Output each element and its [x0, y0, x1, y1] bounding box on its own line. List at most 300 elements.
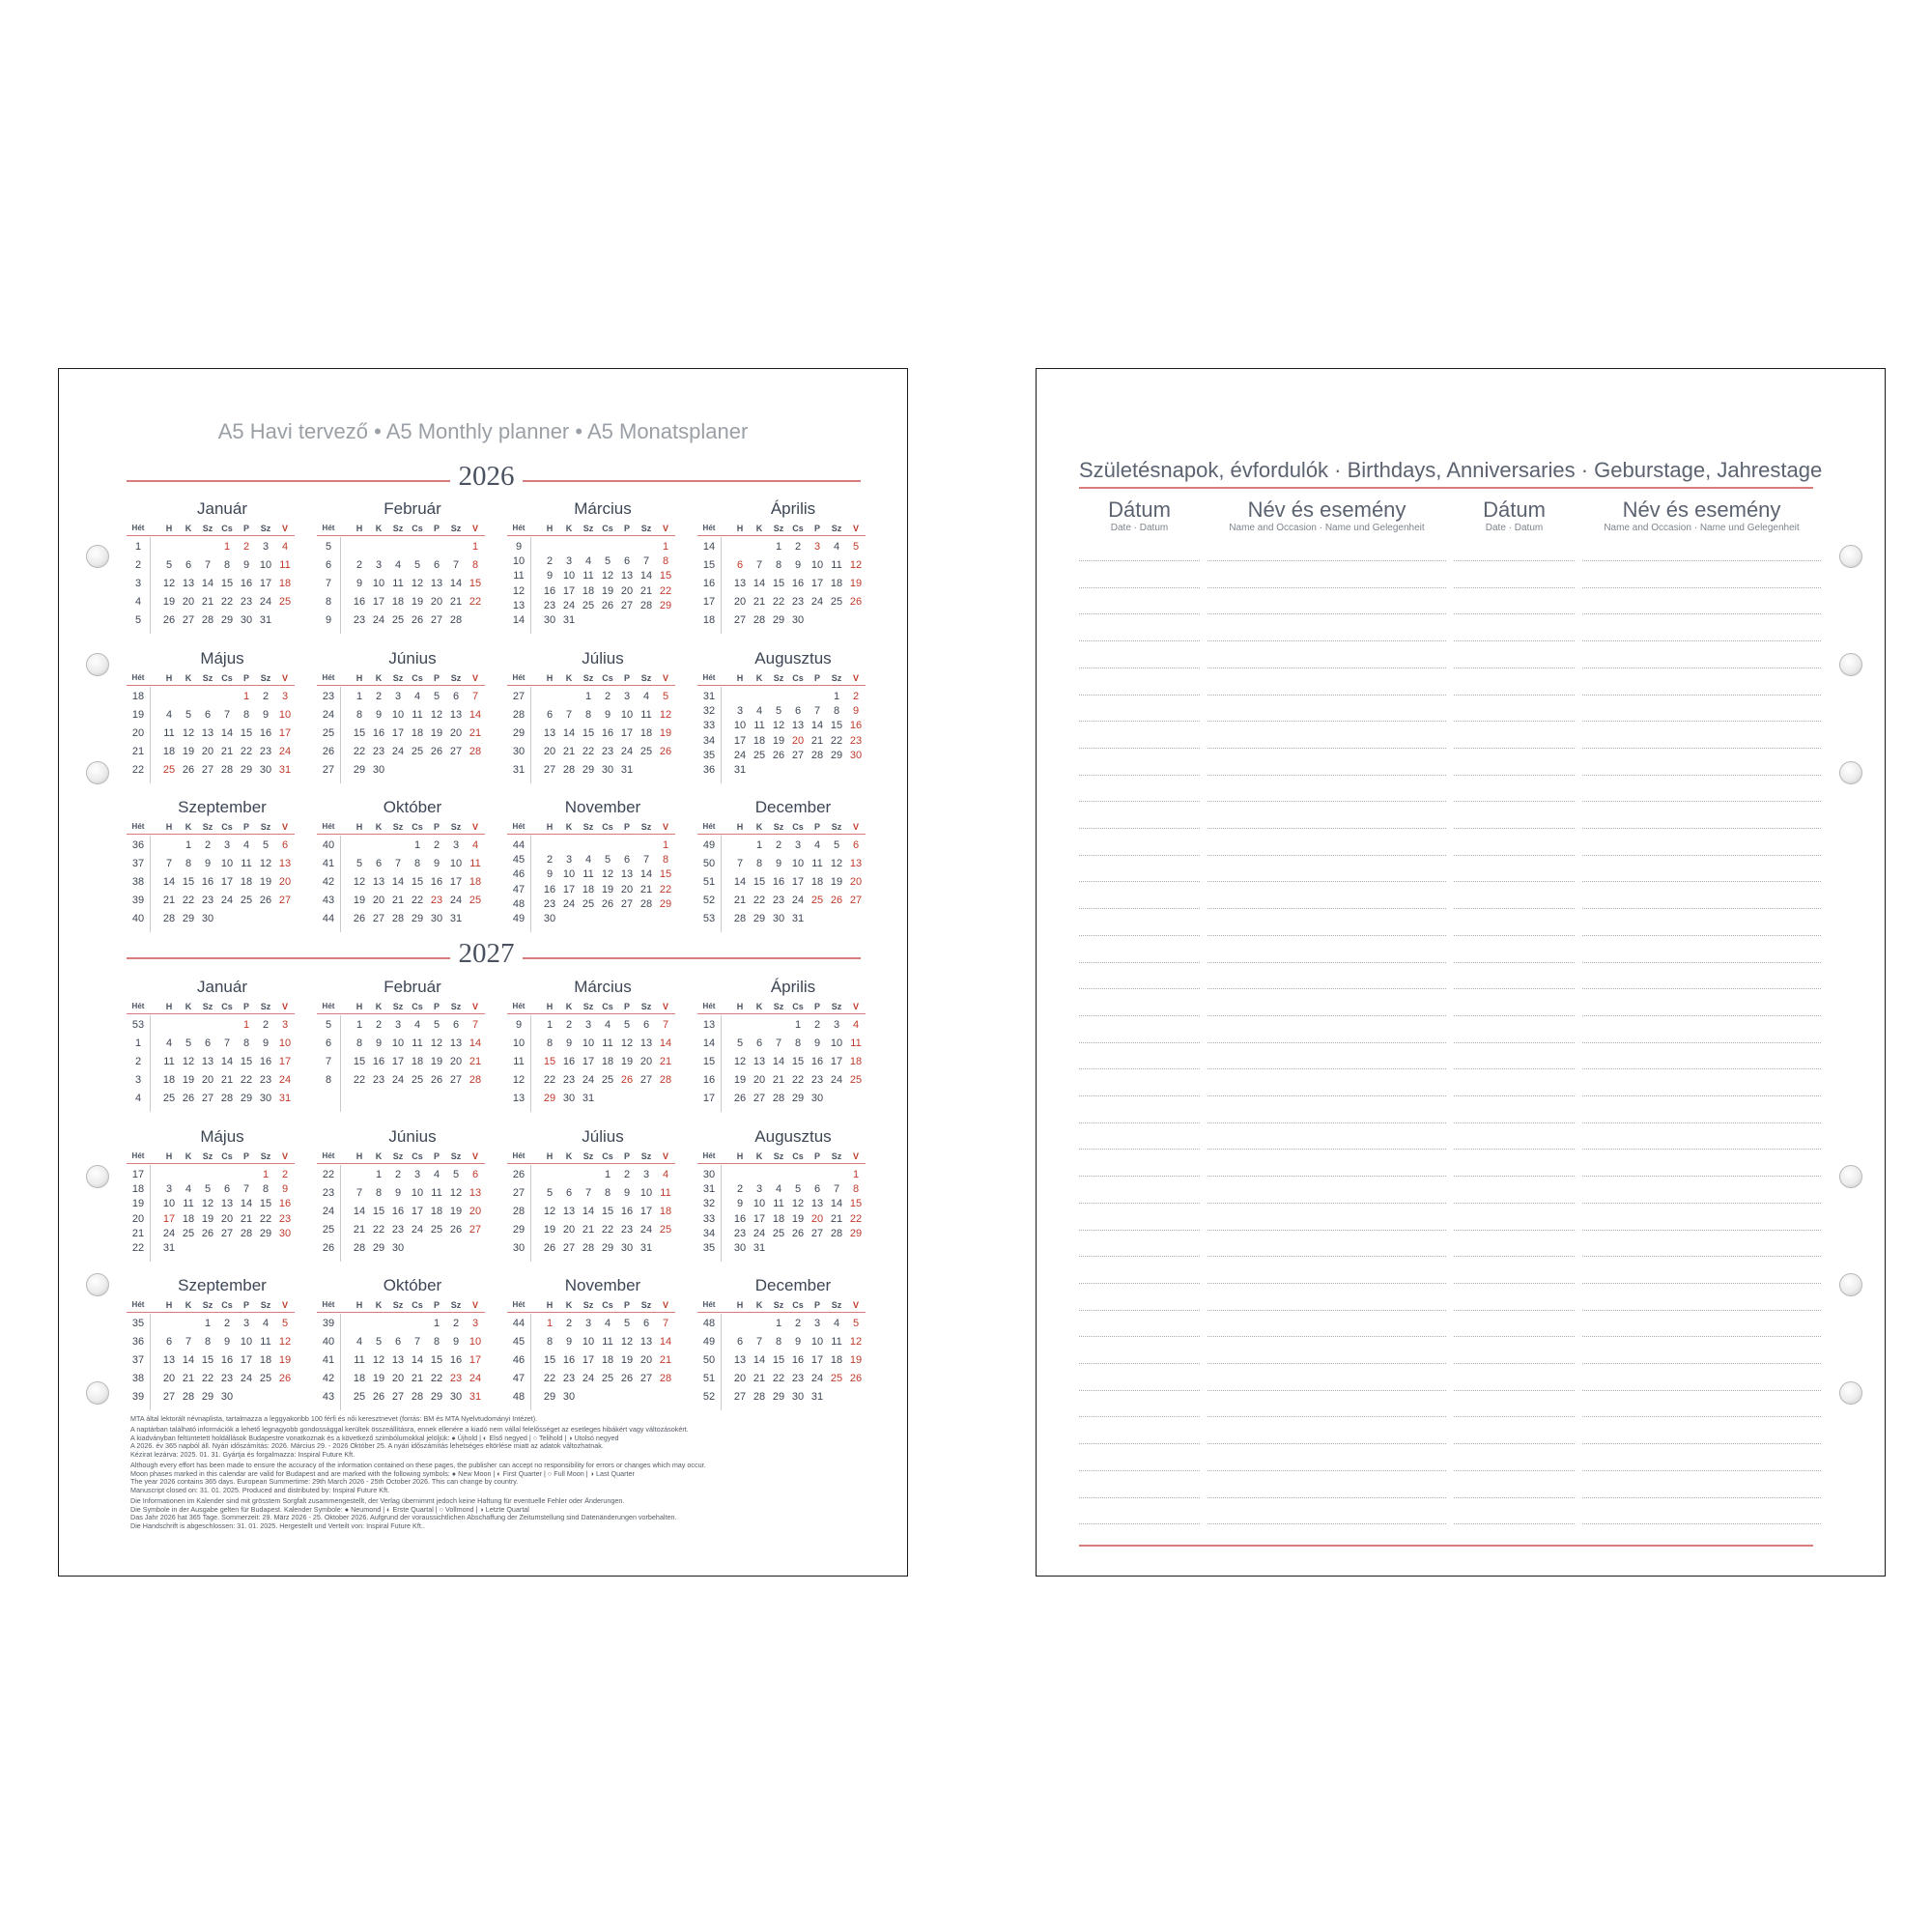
day-number: 17 — [562, 883, 576, 895]
month-name: Augusztus — [754, 1127, 832, 1146]
day-number: 21 — [411, 1373, 424, 1384]
day-number: 25 — [830, 596, 843, 608]
day-number: 9 — [223, 1336, 231, 1348]
entry-line — [1208, 855, 1446, 856]
weekday-header — [507, 1298, 675, 1313]
day-number: 17 — [562, 584, 576, 597]
day-number: 14 — [449, 578, 463, 589]
week-divider — [340, 836, 341, 932]
day-number: 20 — [733, 596, 747, 608]
entry-line — [1454, 1523, 1575, 1524]
day-number: 19 — [449, 1206, 463, 1217]
day-number: 9 — [546, 570, 554, 582]
day-number: 2 — [281, 1169, 289, 1180]
day-number: 29 — [601, 1242, 614, 1254]
weekday-label: V — [471, 822, 478, 832]
day-number: 28 — [772, 1093, 785, 1104]
week-number: 8 — [325, 596, 332, 608]
week-divider — [721, 687, 722, 783]
day-number: 3 — [394, 1019, 402, 1031]
week-number: 49 — [702, 1336, 716, 1348]
column-sublabel: Date · Datum — [1110, 523, 1169, 533]
day-number: 1 — [355, 1019, 363, 1031]
weekday-label: Sz — [582, 822, 594, 832]
day-number: 15 — [372, 1206, 385, 1217]
entry-line — [1454, 1256, 1575, 1257]
entry-line — [1582, 1497, 1821, 1498]
week-number: 36 — [131, 1336, 145, 1348]
day-number: 11 — [831, 1336, 842, 1348]
entry-line — [1582, 1470, 1821, 1471]
day-number: 11 — [163, 727, 175, 739]
weekday-label: Cs — [602, 673, 613, 683]
week-number: 18 — [131, 1183, 145, 1196]
day-number: 2 — [204, 839, 212, 851]
day-number: 22 — [753, 895, 766, 906]
weekday-label: Cs — [221, 673, 233, 683]
day-number: 18 — [162, 746, 176, 757]
day-number: 5 — [662, 691, 669, 702]
day-number: 29 — [753, 913, 766, 924]
entry-line — [1208, 1336, 1446, 1337]
day-number: 30 — [562, 1391, 576, 1403]
day-number: 25 — [278, 596, 292, 608]
entry-line — [1208, 1042, 1446, 1043]
week-number: 10 — [512, 555, 526, 568]
weekday-header — [127, 820, 295, 835]
entry-line — [1079, 748, 1200, 749]
entry-line — [1582, 828, 1821, 829]
day-number: 4 — [833, 541, 840, 553]
weekday-header — [127, 522, 295, 536]
week-label: Hét — [131, 1300, 145, 1309]
entry-line — [1582, 1390, 1821, 1391]
entry-line — [1079, 855, 1200, 856]
entry-line — [1079, 935, 1200, 936]
day-number: 9 — [604, 709, 611, 721]
day-number: 9 — [204, 858, 212, 869]
week-divider — [721, 1165, 722, 1262]
day-number: 6 — [452, 691, 460, 702]
day-number: 11 — [260, 1336, 271, 1348]
week-number: 15 — [702, 559, 716, 571]
weekday-label: K — [755, 673, 763, 683]
day-number: 21 — [220, 1074, 234, 1086]
day-number: 17 — [449, 876, 463, 888]
day-number: 24 — [278, 1074, 292, 1086]
day-number: 5 — [281, 1318, 289, 1329]
day-number: 15 — [543, 1354, 556, 1366]
weekday-label: Cs — [221, 1151, 233, 1161]
footnote-names: MTA által lektorált névnaplista, tartalmazza a leggyakoribb 100 férfi és női keresztnevet (forrás: BM és MTA Nyelvtudományi Intézet). — [130, 1414, 538, 1423]
entry-line — [1582, 1203, 1821, 1204]
week-number: 18 — [131, 691, 145, 702]
year-rule-left — [127, 957, 450, 959]
weekday-label: Cs — [792, 1300, 804, 1310]
page-title: A5 Havi tervező • A5 Monthly planner • A5 Monatsplaner — [217, 419, 749, 443]
weekday-label: Sz — [582, 524, 594, 533]
weekday-label: Sz — [450, 1002, 462, 1011]
week-label: Hét — [131, 673, 145, 682]
entry-line — [1454, 1203, 1575, 1204]
week-number: 35 — [131, 1318, 145, 1329]
week-divider — [530, 687, 531, 783]
day-number: 21 — [469, 727, 482, 739]
day-number: 15 — [240, 727, 253, 739]
day-number: 7 — [565, 709, 573, 721]
day-number: 14 — [733, 876, 747, 888]
weekday-label: K — [375, 822, 383, 832]
day-number: 20 — [791, 734, 805, 747]
weekday-label: K — [565, 1300, 573, 1310]
column-sublabel: Name and Occasion · Name und Gelegenheit — [1229, 523, 1425, 533]
entry-line — [1454, 775, 1575, 776]
binder-hole-icon — [1839, 653, 1862, 676]
entry-line — [1454, 1470, 1575, 1471]
entry-line — [1454, 721, 1575, 722]
weekday-label: Cs — [221, 1002, 233, 1011]
weekday-header — [697, 820, 866, 835]
day-number: 23 — [278, 1212, 292, 1225]
day-number: 15 — [353, 1056, 366, 1067]
weekday-label: P — [242, 673, 249, 683]
weekday-label: Sz — [640, 822, 652, 832]
month-block — [697, 499, 866, 635]
week-number: 13 — [512, 1093, 526, 1104]
entry-line — [1079, 775, 1200, 776]
weekday-label: Sz — [450, 822, 462, 832]
weekday-label: Sz — [260, 1300, 271, 1310]
week-divider — [721, 537, 722, 634]
day-number: 14 — [830, 1198, 843, 1210]
entry-line — [1454, 1095, 1575, 1096]
day-number: 14 — [201, 578, 214, 589]
day-number: 13 — [182, 578, 195, 589]
day-number: 18 — [830, 1354, 843, 1366]
day-number: 21 — [733, 895, 747, 906]
day-number: 24 — [753, 1227, 766, 1239]
entry-line — [1582, 1443, 1821, 1444]
entry-line — [1208, 775, 1446, 776]
day-number: 2 — [223, 1318, 231, 1329]
week-number: 14 — [702, 1037, 716, 1049]
day-number: 2 — [794, 541, 802, 553]
day-number: 29 — [372, 1242, 385, 1254]
weekday-label: V — [281, 1002, 288, 1011]
day-number: 6 — [546, 709, 554, 721]
day-number: 19 — [620, 1354, 634, 1366]
day-number: 22 — [353, 1074, 366, 1086]
week-number: 38 — [131, 876, 145, 888]
entry-line — [1454, 988, 1575, 989]
day-number: 26 — [430, 1074, 443, 1086]
week-number: 16 — [702, 1074, 716, 1086]
weekday-label: V — [471, 1151, 478, 1161]
day-number: 27 — [449, 746, 463, 757]
day-number: 21 — [469, 1056, 482, 1067]
weekday-label: Sz — [392, 1151, 404, 1161]
entry-line — [1454, 1336, 1575, 1337]
entry-line — [1454, 1068, 1575, 1069]
entry-line — [1208, 1149, 1446, 1150]
weekday-label: P — [623, 524, 630, 533]
day-number: 12 — [278, 1336, 292, 1348]
day-number: 26 — [182, 764, 195, 776]
entry-line — [1208, 1015, 1446, 1016]
week-number: 52 — [702, 1391, 716, 1403]
day-number: 26 — [849, 596, 863, 608]
day-number: 19 — [162, 596, 176, 608]
weekday-label: H — [546, 1151, 554, 1161]
day-number: 8 — [546, 1037, 554, 1049]
day-number: 8 — [204, 1336, 212, 1348]
week-label: Hét — [512, 1300, 526, 1309]
weekday-header — [127, 671, 295, 686]
week-number: 5 — [325, 1019, 332, 1031]
day-number: 17 — [278, 1056, 292, 1067]
entry-line — [1582, 881, 1821, 882]
day-number: 16 — [372, 727, 385, 739]
day-number: 21 — [830, 1212, 843, 1225]
day-number: 10 — [162, 1198, 176, 1210]
day-number: 11 — [773, 1198, 784, 1210]
day-number: 21 — [639, 584, 653, 597]
entry-line — [1208, 1283, 1446, 1284]
day-number: 19 — [430, 727, 443, 739]
weekday-label: Cs — [602, 1151, 613, 1161]
month-block — [507, 499, 675, 635]
day-number: 17 — [830, 1056, 843, 1067]
week-divider — [721, 1015, 722, 1112]
weekday-label: K — [755, 1002, 763, 1011]
weekday-label: K — [565, 1151, 573, 1161]
entry-line — [1582, 1122, 1821, 1123]
day-number: 8 — [355, 709, 363, 721]
day-number: 23 — [791, 596, 805, 608]
day-number: 25 — [259, 1373, 272, 1384]
weekday-label: Sz — [773, 1151, 784, 1161]
week-number: 9 — [515, 1019, 523, 1031]
weekday-label: H — [165, 673, 173, 683]
month-block — [127, 978, 295, 1113]
month-name: Március — [574, 499, 632, 518]
week-number: 24 — [322, 1206, 335, 1217]
weekday-label: Cs — [792, 1151, 804, 1161]
day-number: 2 — [355, 559, 363, 571]
weekday-header — [317, 820, 485, 835]
weekday-label: H — [355, 673, 363, 683]
day-number: 4 — [604, 1019, 611, 1031]
week-number: 32 — [702, 1198, 716, 1210]
day-number: 12 — [372, 1354, 385, 1366]
entry-line — [1454, 695, 1575, 696]
week-number: 42 — [322, 1373, 335, 1384]
binder-hole-icon — [86, 1273, 109, 1296]
entry-line — [1079, 1176, 1200, 1177]
entry-line — [1454, 962, 1575, 963]
day-number: 16 — [849, 720, 863, 732]
day-number: 15 — [753, 876, 766, 888]
week-number: 7 — [325, 1056, 332, 1067]
day-number: 22 — [830, 734, 843, 747]
day-number: 30 — [449, 1391, 463, 1403]
day-number: 8 — [546, 1336, 554, 1348]
day-number: 28 — [659, 1373, 672, 1384]
month-block — [317, 978, 485, 1113]
column-label: Dátum — [1483, 497, 1546, 522]
day-number: 24 — [278, 746, 292, 757]
week-number: 42 — [322, 876, 335, 888]
day-number: 4 — [433, 1169, 440, 1180]
binder-hole-icon — [1839, 1381, 1862, 1405]
day-number: 20 — [449, 727, 463, 739]
entry-line — [1208, 1122, 1446, 1123]
day-number: 10 — [372, 578, 385, 589]
day-number: 7 — [452, 559, 460, 571]
weekday-label: Cs — [602, 1300, 613, 1310]
day-number: 16 — [562, 1354, 576, 1366]
month-name: November — [564, 1276, 641, 1294]
month-block — [127, 1127, 295, 1263]
entry-line — [1582, 1523, 1821, 1524]
day-number: 1 — [662, 839, 669, 851]
week-number: 31 — [702, 1183, 716, 1196]
entry-line — [1582, 1416, 1821, 1417]
entry-line — [1079, 560, 1200, 561]
weekday-label: K — [375, 524, 383, 533]
entry-line — [1454, 1122, 1575, 1123]
day-number: 18 — [411, 1056, 424, 1067]
day-number: 5 — [623, 1318, 631, 1329]
day-number: 3 — [375, 559, 383, 571]
day-number: 28 — [830, 1227, 843, 1239]
entry-line — [1208, 1443, 1446, 1444]
day-number: 8 — [242, 709, 250, 721]
weekday-label: Sz — [831, 1002, 842, 1011]
day-number: 9 — [794, 559, 802, 571]
week-number: 34 — [702, 734, 716, 747]
week-number: 4 — [134, 596, 142, 608]
week-number: 40 — [322, 1336, 335, 1348]
day-number: 11 — [412, 1037, 423, 1049]
day-number: 30 — [278, 1227, 292, 1239]
day-number: 11 — [582, 868, 594, 881]
entry-line — [1079, 1390, 1200, 1391]
day-number: 29 — [543, 1391, 556, 1403]
day-number: 27 — [201, 1093, 214, 1104]
weekday-label: V — [471, 673, 478, 683]
day-number: 10 — [582, 1336, 595, 1348]
day-number: 13 — [733, 1354, 747, 1366]
day-number: 1 — [794, 1019, 802, 1031]
day-number: 14 — [353, 1206, 366, 1217]
weekday-label: K — [755, 1151, 763, 1161]
weekday-label: Sz — [640, 1300, 652, 1310]
week-number: 40 — [322, 839, 335, 851]
weekday-label: Sz — [202, 673, 213, 683]
day-number: 4 — [281, 541, 289, 553]
day-number: 27 — [849, 895, 863, 906]
weekday-label: Sz — [260, 673, 271, 683]
day-number: 2 — [433, 839, 440, 851]
day-number: 31 — [639, 1242, 653, 1254]
day-number: 17 — [162, 1212, 176, 1225]
weekday-label: Sz — [260, 524, 271, 533]
entry-line — [1208, 962, 1446, 963]
week-label: Hét — [702, 673, 716, 682]
day-number: 18 — [601, 1056, 614, 1067]
day-number: 18 — [391, 596, 405, 608]
week-number: 37 — [131, 858, 145, 869]
day-number: 7 — [833, 1183, 840, 1196]
day-number: 2 — [546, 854, 554, 867]
day-number: 26 — [543, 1242, 556, 1254]
day-number: 22 — [582, 746, 595, 757]
weekday-label: Sz — [831, 1300, 842, 1310]
day-number: 18 — [582, 883, 595, 895]
day-number: 17 — [582, 1354, 595, 1366]
day-number: 15 — [240, 1056, 253, 1067]
day-number: 9 — [852, 705, 860, 718]
entry-line — [1454, 1230, 1575, 1231]
day-number: 5 — [433, 1019, 440, 1031]
day-number: 10 — [733, 720, 747, 732]
day-number: 25 — [772, 1227, 785, 1239]
weekday-label: H — [546, 822, 554, 832]
day-number: 14 — [162, 876, 176, 888]
day-number: 3 — [755, 1183, 763, 1196]
day-number: 10 — [469, 1336, 482, 1348]
day-number: 1 — [355, 691, 363, 702]
weekday-label: H — [546, 673, 554, 683]
weekday-label: Cs — [602, 524, 613, 533]
month-name: Február — [384, 978, 441, 996]
day-number: 26 — [601, 599, 614, 611]
day-number: 16 — [620, 1206, 634, 1217]
day-number: 24 — [582, 1074, 595, 1086]
day-number: 30 — [733, 1242, 747, 1254]
weekday-label: Sz — [202, 1151, 213, 1161]
day-number: 7 — [813, 705, 821, 718]
week-label: Hét — [322, 1002, 335, 1010]
day-number: 15 — [830, 720, 843, 732]
entry-line — [1079, 1336, 1200, 1337]
day-number: 12 — [430, 709, 443, 721]
day-number: 6 — [623, 555, 631, 568]
day-number: 1 — [204, 1318, 212, 1329]
entry-line — [1454, 881, 1575, 882]
month-block — [697, 1276, 866, 1411]
day-number: 29 — [220, 614, 234, 626]
day-number: 27 — [733, 614, 747, 626]
week-number: 10 — [512, 1037, 526, 1049]
weekday-label: Sz — [640, 1002, 652, 1011]
weekday-header — [127, 1298, 295, 1313]
day-number: 31 — [753, 1242, 766, 1254]
weekday-label: Cs — [412, 673, 423, 683]
day-number: 24 — [810, 1373, 824, 1384]
day-number: 14 — [659, 1336, 672, 1348]
day-number: 31 — [278, 1093, 292, 1104]
day-number: 21 — [220, 746, 234, 757]
weekday-label: P — [813, 673, 820, 683]
footnote-hungarian: A naptárban található információk a lehető legnagyobb gondossággal kerültek összeállításra, ennek ellenére a kiadó nem vállal felelősséget az esetleges hibákért vagy változásokért. A kiadványban feltüntetett holdállások Budapestre vonatkoznak és a következő szimbólumokkal jelöljük: ● Újhold | ◐ Első negyed | ○ Telihold | ◑ Utolsó negyed A 2026. év 365 napból áll. Nyári időszámítás: 2026. Március 29. - 2026 Október 25. A nyári időszámítás lehetséges eltörlése miatt az adatok változhatnak. Kézirat lezárva: 2025. 01. 31. Gyártja és forgalmazza: Inspiral Future Kft. — [130, 1425, 689, 1459]
day-number: 22 — [201, 1373, 214, 1384]
day-number: 21 — [753, 596, 766, 608]
weekday-label: V — [471, 1300, 478, 1310]
day-number: 21 — [162, 895, 176, 906]
weekday-label: Sz — [450, 1151, 462, 1161]
